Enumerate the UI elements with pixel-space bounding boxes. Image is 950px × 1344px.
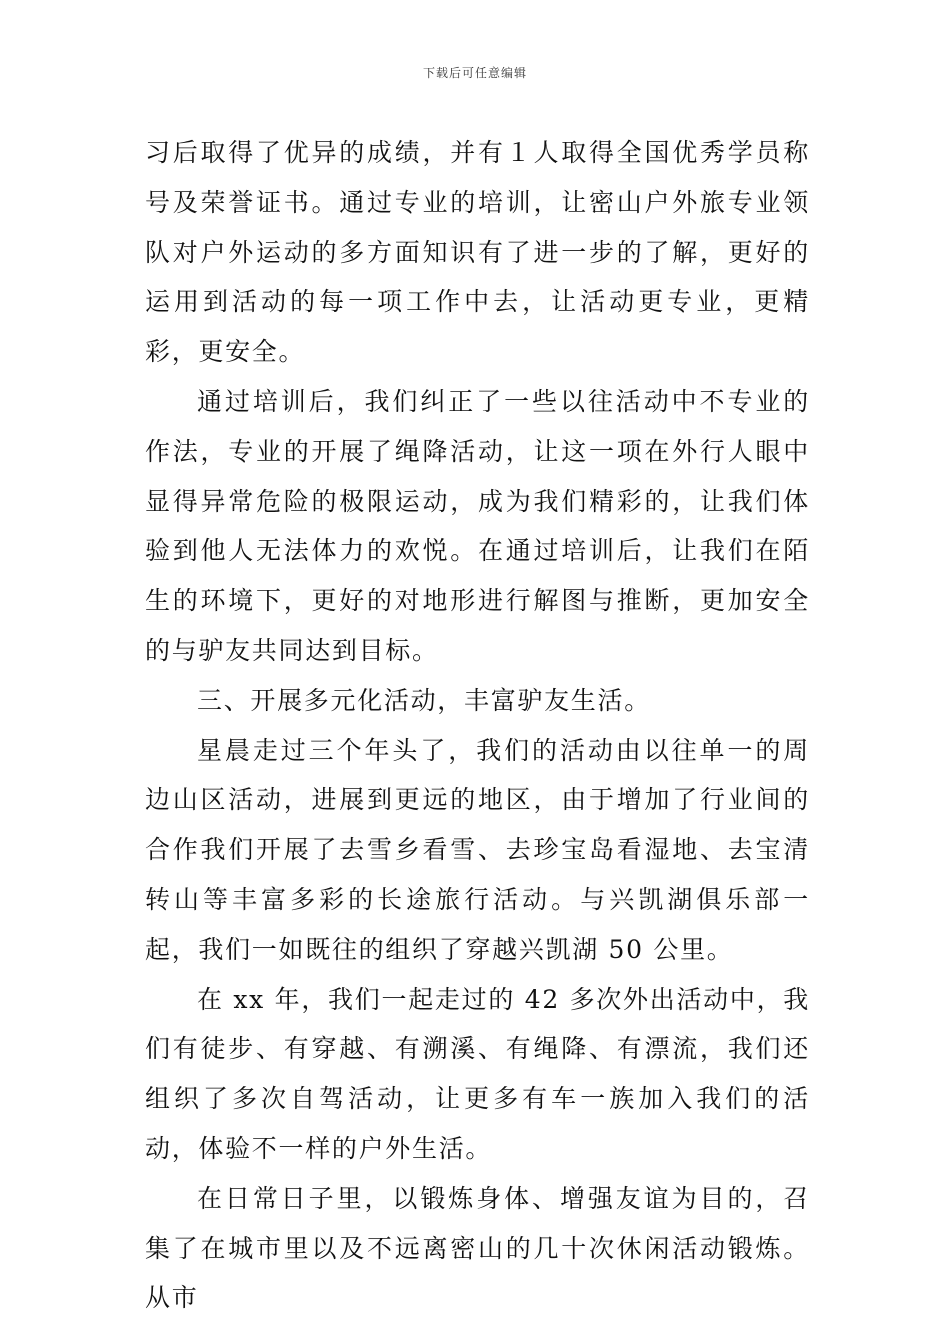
document-body — [145, 128, 810, 1323]
paragraph-continued: 习后取得了优异的成绩，并有１人取得全国优秀学员称号及荣誉证书。通过专业的培训，让密山户外旅专业领队对户外运动的多方面知识有了进一步的了解，更好的运用到活动的每一项工作中去，让活动更专业，更精彩，更安全。 — [145, 138, 810, 367]
paragraph-training: 通过培训后，我们纠正了一些以往活动中不专业的作法，专业的开展了绳降活动，让这一项在外行人眼中显得异常危险的极限运动，成为我们精彩的，让我们体验到他人无法体力的欢悦。在通过培训后，让我们在陌生的环境下，更好的对地形进行解图与推断，更加安全的与驴友共同达到目标。 — [145, 386, 810, 665]
paragraph-outings: 在 xx 年，我们一起走过的 42 多次外出活动中，我们有徒步、有穿越、有溯溪、有绳降、有漂流，我们还组织了多次自驾活动，让更多有车一族加入我们的活动，体验不一样的户外生活。 — [145, 984, 810, 1163]
page-header: 下载后可任意编辑 — [422, 66, 527, 80]
paragraph-daily: 在日常日子里，以锻炼身体、增强友谊为目的，召集了在城市里以及不远离密山的几十次休闲活动锻炼。从市 — [145, 1183, 810, 1313]
paragraph-activities: 星晨走过三个年头了，我们的活动由以往单一的周边山区活动，进展到更远的地区，由于增加了行业间的合作我们开展了去雪乡看雪、去珍宝岛看湿地、去宝清转山等丰富多彩的长途旅行活动。与兴凯湖俱乐部一起，我们一如既往的组织了穿越兴凯湖 50 公里。 — [145, 735, 810, 964]
section-heading: 三、开展多元化活动，丰富驴友生活。 — [197, 685, 651, 715]
